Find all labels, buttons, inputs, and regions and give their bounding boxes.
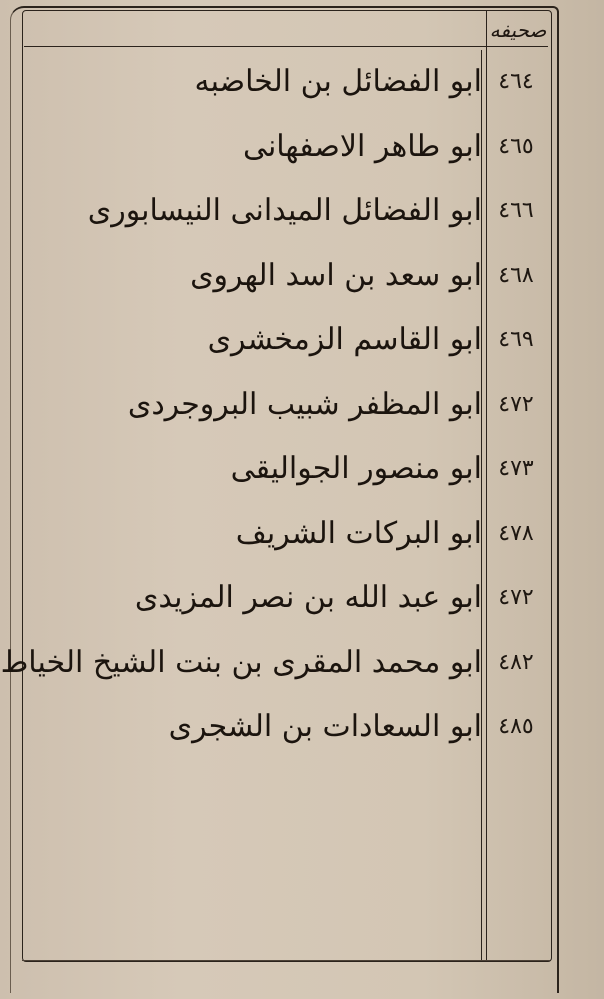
page-number: ٤٦٥ [498,133,534,159]
entry-name: ابو محمد المقرى بن بنت الشيخ الخياط [0,644,482,680]
index-row [24,568,548,633]
page-number: ٤٨٥ [498,714,534,739]
index-row [24,181,548,246]
entry-name: ابو منصور الجواليقى [230,451,482,486]
entry-name: ابو الفضائل الميدانى النيسابورى [87,193,482,228]
index-table [0,52,548,762]
page-number: ٤٦٩ [498,327,534,352]
entry-name: ابو البركات الشريف [235,515,482,551]
index-row [0,633,548,698]
header-rule [24,46,548,47]
entry-name: ابو القاسم الزمخشرى [207,322,482,357]
page-number: ٤٦٦ [498,198,534,223]
entry-name: ابو الفضائل بن الخاضبه [194,64,482,99]
page-number: ٤٧٢ [498,585,534,610]
entry-name: ابو سعد بن اسد الهروى [190,257,482,293]
page-number: ٤٧٨ [498,520,534,546]
index-row [24,52,548,117]
table-bottom-rule [22,960,550,961]
index-row [24,117,548,182]
page-number: ٤٦٨ [498,262,534,288]
entry-name: ابو عبد الله بن نصر المزيدى [134,580,482,615]
page-number: ٤٧٣ [498,456,534,481]
entry-name: ابو المظفر شبيب البروجردى [127,386,482,422]
index-row [24,697,548,762]
index-row [24,504,548,569]
page-number: ٤٨٢ [498,649,534,675]
index-row [24,310,548,375]
index-row [24,439,548,504]
entry-name: ابو السعادات بن الشجرى [168,709,482,744]
entry-name: ابو طاهر الاصفهانى [242,128,482,164]
index-row [24,375,548,440]
page-number: ٤٦٤ [498,69,534,94]
index-row [24,246,548,311]
page-number: ٤٧٢ [498,391,534,417]
page-column-header: صحيفه [489,18,547,42]
